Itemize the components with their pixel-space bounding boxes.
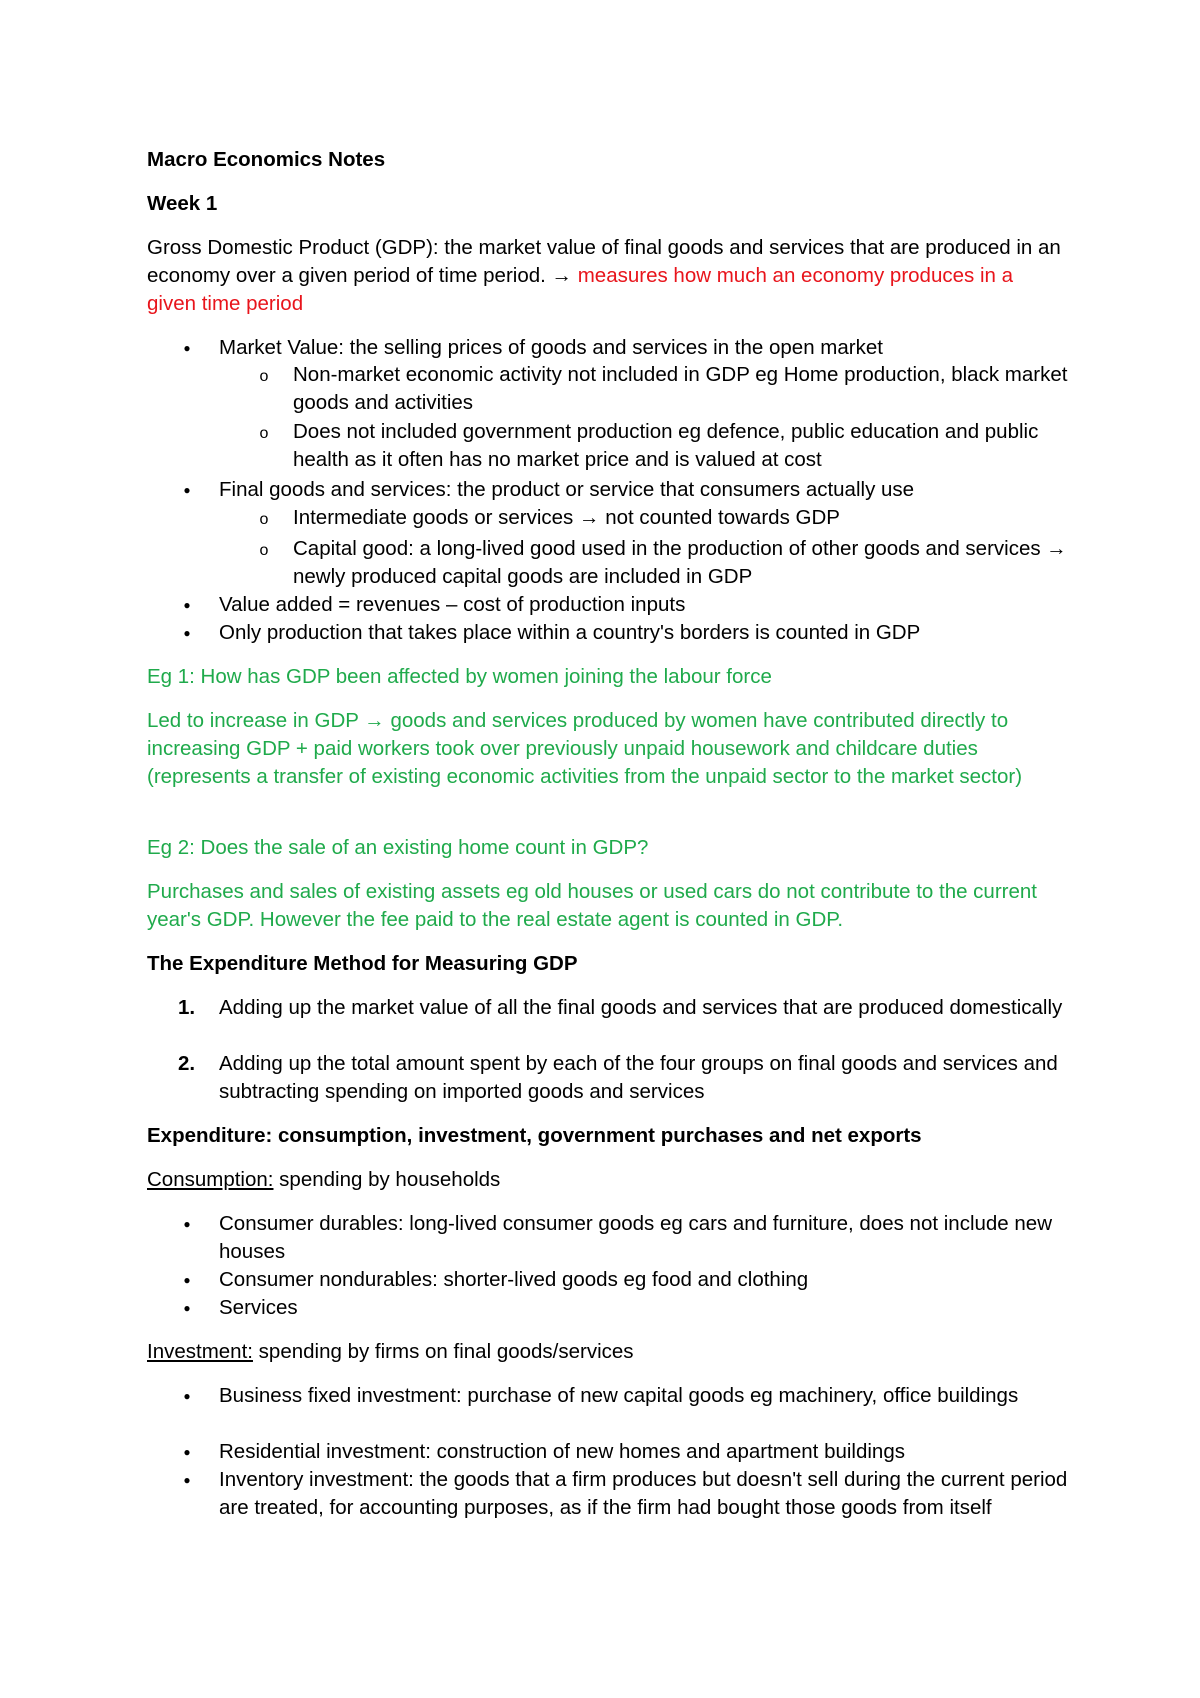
arrow-icon: → (551, 264, 573, 287)
bullet-icon: ● (183, 483, 191, 497)
bullet-icon: ● (183, 341, 191, 355)
expenditure-method-heading: The Expenditure Method for Measuring GDP (147, 952, 578, 975)
list-item: Consumer durables: long-lived consumer goods eg cars and furniture, does not include new houses (219, 1212, 1053, 1263)
expenditure-heading: Expenditure: consumption, investment, government purchases and net exports (147, 1124, 922, 1147)
investment-label: Investment: (147, 1340, 253, 1363)
list-item: Intermediate goods or services → not counted towards GDP (293, 506, 840, 529)
circle-bullet-icon: o (259, 511, 269, 528)
bullet-icon: ● (183, 1445, 191, 1459)
example-2-answer: Purchases and sales of existing assets eg old houses or used cars do not contribute to the current year's GDP. However the fee paid to the real estate agent is counted in GDP. (147, 880, 1037, 931)
list-item: Adding up the market value of all the final goods and services that are produced domestically (219, 996, 1063, 1019)
investment-text: spending by firms on final goods/services (252, 1340, 634, 1363)
list-item: Inventory investment: the goods that a firm produces but doesn't sell during the current period are treated, for accounting purposes, as if the firm had bought those goods from itself (219, 1468, 1068, 1519)
gdp-definition-text: Gross Domestic Product (GDP): the market value of final goods and services that are produced in an economy over a given period of time period. (147, 236, 1061, 287)
bullet-icon: ● (183, 626, 191, 640)
example-1-answer: Led to increase in GDP → goods and services produced by women have contributed directly to increasing GDP + paid workers took over previously unpaid housework and childcare duties (represents a transfer of existing economic activities from the unpaid sector to the market sector) (147, 709, 1023, 788)
gdp-definition-highlight: measures how much an economy produces in a given time period (147, 264, 1014, 315)
example-2-question: Eg 2: Does the sale of an existing home count in GDP? (147, 836, 649, 859)
doc-title: Macro Economics Notes (147, 148, 386, 171)
list-item: Consumer nondurables: shorter-lived goods eg food and clothing (219, 1268, 809, 1291)
circle-bullet-icon: o (259, 425, 269, 442)
gdp-definition (147, 234, 1067, 318)
list-number: 1. (178, 996, 196, 1019)
bullet-icon: ● (183, 1473, 191, 1487)
investment-line (147, 1338, 1067, 1366)
list-item: Final goods and services: the product or service that consumers actually use (219, 478, 915, 501)
list-item: Does not included government production eg defence, public education and public health as it often has no market price and is valued at cost (293, 420, 1039, 471)
list-item: Business fixed investment: purchase of new capital goods eg machinery, office buildings (219, 1384, 1019, 1407)
bullet-icon: ● (183, 1301, 191, 1315)
circle-bullet-icon: o (259, 542, 269, 559)
consumption-line (147, 1166, 1067, 1194)
list-number: 2. (178, 1052, 196, 1075)
list-item: Non-market economic activity not included in GDP eg Home production, black market goods and activities (293, 363, 1068, 414)
bullet-icon: ● (183, 1217, 191, 1231)
bullet-icon: ● (183, 598, 191, 612)
list-item: Adding up the total amount spent by each of the four groups on final goods and services and subtracting spending on imported goods and services (219, 1052, 1058, 1103)
circle-bullet-icon: o (259, 368, 269, 385)
week-heading: Week 1 (147, 192, 218, 215)
consumption-label: Consumption: (147, 1168, 274, 1191)
list-item: Residential investment: construction of new homes and apartment buildings (219, 1440, 905, 1463)
bullet-icon: ● (183, 1273, 191, 1287)
list-item: Market Value: the selling prices of goods and services in the open market (219, 336, 883, 359)
example-1-question: Eg 1: How has GDP been affected by women joining the labour force (147, 665, 772, 688)
consumption-text: spending by households (273, 1168, 501, 1191)
list-item: Capital good: a long-lived good used in the production of other goods and services → newly produced capital goods are included in GDP (293, 537, 1067, 588)
list-item: Services (219, 1296, 298, 1319)
list-item: Only production that takes place within a country's borders is counted in GDP (219, 621, 921, 644)
bullet-icon: ● (183, 1389, 191, 1403)
list-item: Value added = revenues – cost of production inputs (219, 593, 686, 616)
